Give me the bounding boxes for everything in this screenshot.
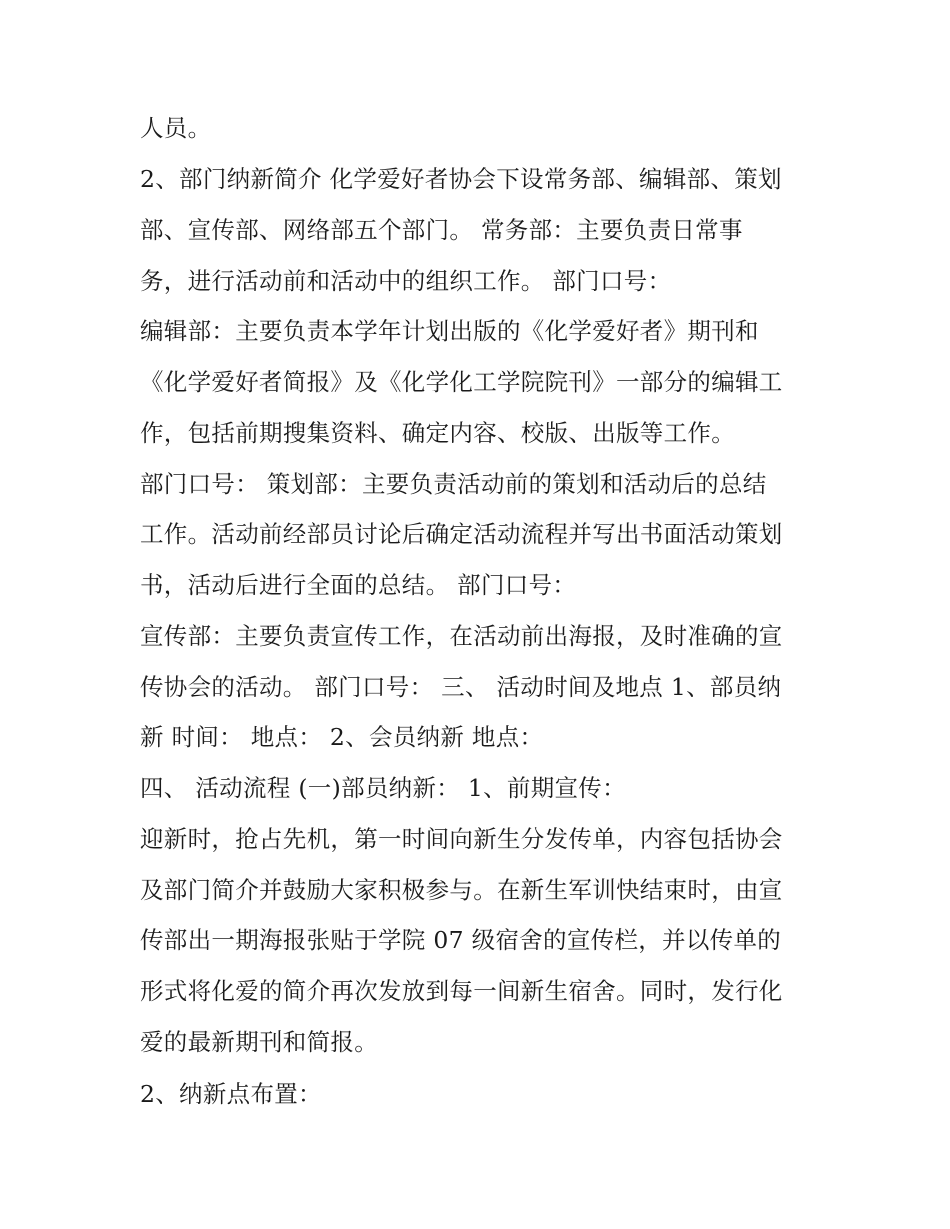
text-line: 书，活动后进行全面的总结。 部门口号： xyxy=(140,571,577,599)
text-line: 工作。活动前经部员讨论后确定活动流程并写出书面活动策划 xyxy=(140,520,783,548)
text-line: 传部出一期海报张贴于学院 07 级宿舍的宣传栏，并以传单的 xyxy=(140,926,782,954)
text-line: 迎新时，抢占先机，第一时间向新生分发传单，内容包括协会 xyxy=(140,825,783,853)
text-line: 宣传部：主要负责宣传工作，在活动前出海报，及时准确的宣 xyxy=(140,622,783,650)
text-line: 形式将化爱的简介再次发放到每一间新生宿舍。同时，发行化 xyxy=(140,977,783,1005)
text-line: 《化学爱好者简报》及《化学化工学院院刊》一部分的编辑工 xyxy=(140,368,783,396)
text-line: 2、纳新点布置： xyxy=(140,1080,322,1108)
text-line: 爱的最新期刊和简报。 xyxy=(140,1028,378,1056)
text-line: 编辑部：主要负责本学年计划出版的《化学爱好者》期刊和 xyxy=(140,317,759,345)
text-line: 人员。 xyxy=(140,114,212,142)
text-line: 及部门简介并鼓励大家积极参与。在新生军训快结束时，由宣 xyxy=(140,876,783,904)
text-line: 2、部门纳新简介 化学爱好者协会下设常务部、编辑部、策划 xyxy=(140,165,782,193)
text-line: 传协会的活动。 部门口号： 三、 活动时间及地点 1、部员纳 xyxy=(140,673,782,701)
text-line: 部门口号： 策划部：主要负责活动前的策划和活动后的总结 xyxy=(140,470,767,498)
text-line: 四、 活动流程 (一)部员纳新： 1、前期宣传： xyxy=(140,774,626,802)
text-line: 部、宣传部、网络部五个部门。 常务部：主要负责日常事 xyxy=(140,216,743,244)
text-line: 务，进行活动前和活动中的组织工作。 部门口号： xyxy=(140,267,672,295)
text-line: 新 时间： 地点： 2、会员纳新 地点： xyxy=(140,723,544,751)
text-line: 作，包括前期搜集资料、确定内容、校版、出版等工作。 xyxy=(140,419,735,447)
